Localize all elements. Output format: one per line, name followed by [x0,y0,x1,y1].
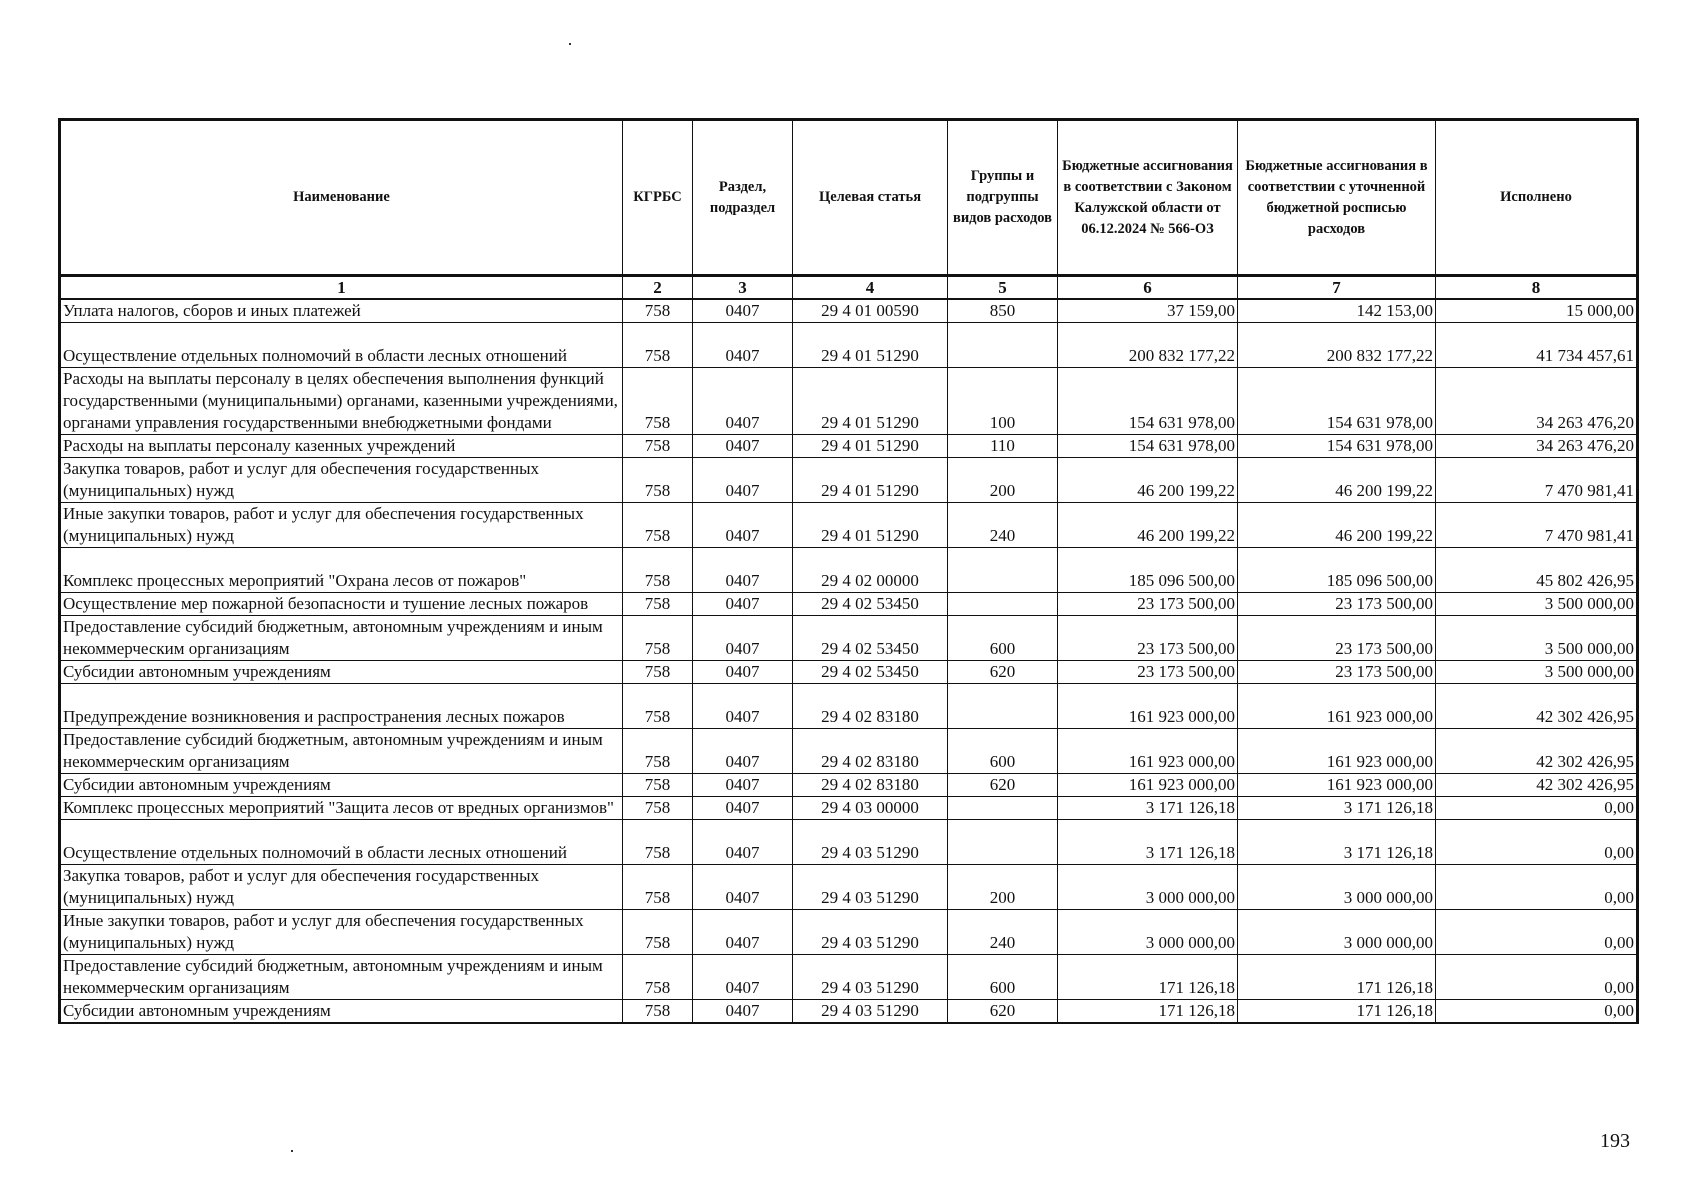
row-section: 0407 [693,774,793,797]
row-section: 0407 [693,503,793,548]
row-kgrbs: 758 [623,797,693,820]
row-name: Комплекс процессных мероприятий "Защита лесов от вредных организмов" [60,797,623,820]
table-row [60,616,1638,661]
col-header-target-article: Целевая статья [793,120,948,276]
row-kgrbs: 758 [623,616,693,661]
row-target-article: 29 4 01 51290 [793,368,948,435]
row-refined-amount: 142 153,00 [1238,299,1436,323]
row-law-amount: 171 126,18 [1058,955,1238,1000]
row-target-article: 29 4 03 51290 [793,1000,948,1024]
row-kgrbs: 758 [623,955,693,1000]
scan-speck [569,43,571,45]
col-number: 2 [623,276,693,300]
row-refined-amount: 3 000 000,00 [1238,910,1436,955]
row-refined-amount: 161 923 000,00 [1238,729,1436,774]
row-name: Предоставление субсидий бюджетным, автономным учреждениям и иным некоммерческим организациям [60,955,623,1000]
row-expense-group: 240 [948,503,1058,548]
row-executed-amount: 0,00 [1436,797,1638,820]
row-section: 0407 [693,661,793,684]
col-header-refined-appropriations: Бюджетные ассигнования в соответствии с уточненной бюджетной росписью расходов [1238,120,1436,276]
row-executed-amount: 45 802 426,95 [1436,548,1638,593]
col-header-executed: Исполнено [1436,120,1638,276]
row-refined-amount: 154 631 978,00 [1238,435,1436,458]
row-law-amount: 200 832 177,22 [1058,323,1238,368]
row-executed-amount: 0,00 [1436,865,1638,910]
row-target-article: 29 4 02 83180 [793,684,948,729]
col-number: 6 [1058,276,1238,300]
row-kgrbs: 758 [623,661,693,684]
row-executed-amount: 0,00 [1436,955,1638,1000]
header-row [60,120,1638,276]
col-header-section: Раздел, подраздел [693,120,793,276]
table-row [60,729,1638,774]
col-header-name: Наименование [60,120,623,276]
row-target-article: 29 4 01 00590 [793,299,948,323]
row-law-amount: 3 171 126,18 [1058,820,1238,865]
row-kgrbs: 758 [623,910,693,955]
row-section: 0407 [693,955,793,1000]
row-expense-group: 620 [948,774,1058,797]
row-refined-amount: 161 923 000,00 [1238,774,1436,797]
table-row [60,1000,1638,1024]
row-kgrbs: 758 [623,323,693,368]
table-row [60,299,1638,323]
row-law-amount: 161 923 000,00 [1058,774,1238,797]
col-header-expense-groups: Группы и подгруппы видов расходов [948,120,1058,276]
row-expense-group: 850 [948,299,1058,323]
row-executed-amount: 42 302 426,95 [1436,684,1638,729]
row-section: 0407 [693,820,793,865]
row-section: 0407 [693,729,793,774]
table-row [60,955,1638,1000]
row-refined-amount: 23 173 500,00 [1238,661,1436,684]
row-kgrbs: 758 [623,458,693,503]
row-name: Закупка товаров, работ и услуг для обеспечения государственных (муниципальных) нужд [60,865,623,910]
row-expense-group [948,684,1058,729]
table-row [60,797,1638,820]
row-refined-amount: 3 171 126,18 [1238,797,1436,820]
row-name: Иные закупки товаров, работ и услуг для обеспечения государственных (муниципальных) нужд [60,910,623,955]
row-section: 0407 [693,458,793,503]
row-kgrbs: 758 [623,774,693,797]
row-law-amount: 23 173 500,00 [1058,661,1238,684]
table-body [60,299,1638,1023]
col-number: 4 [793,276,948,300]
row-section: 0407 [693,323,793,368]
row-section: 0407 [693,368,793,435]
column-number-row [60,276,1638,300]
row-expense-group [948,797,1058,820]
table-row [60,684,1638,729]
row-name: Расходы на выплаты персоналу казенных учреждений [60,435,623,458]
row-expense-group: 600 [948,955,1058,1000]
row-name: Иные закупки товаров, работ и услуг для обеспечения государственных (муниципальных) нужд [60,503,623,548]
row-name: Субсидии автономным учреждениям [60,774,623,797]
row-refined-amount: 200 832 177,22 [1238,323,1436,368]
row-target-article: 29 4 03 51290 [793,910,948,955]
row-law-amount: 23 173 500,00 [1058,616,1238,661]
row-refined-amount: 171 126,18 [1238,955,1436,1000]
table-row [60,548,1638,593]
row-target-article: 29 4 02 00000 [793,548,948,593]
row-kgrbs: 758 [623,865,693,910]
row-target-article: 29 4 03 51290 [793,865,948,910]
row-executed-amount: 41 734 457,61 [1436,323,1638,368]
row-section: 0407 [693,435,793,458]
col-header-kgrbs: КГРБС [623,120,693,276]
row-target-article: 29 4 02 53450 [793,661,948,684]
row-refined-amount: 154 631 978,00 [1238,368,1436,435]
row-target-article: 29 4 03 51290 [793,955,948,1000]
row-refined-amount: 171 126,18 [1238,1000,1436,1024]
row-law-amount: 161 923 000,00 [1058,684,1238,729]
row-refined-amount: 46 200 199,22 [1238,458,1436,503]
row-name: Субсидии автономным учреждениям [60,1000,623,1024]
expenditure-table [58,118,1639,1024]
row-section: 0407 [693,299,793,323]
row-expense-group: 110 [948,435,1058,458]
row-name: Расходы на выплаты персоналу в целях обеспечения выполнения функций государственными (муниципальными) органами, казенными учреждениями, органами управления государственными внебюджетными фондами [60,368,623,435]
row-expense-group: 240 [948,910,1058,955]
row-executed-amount: 3 500 000,00 [1436,661,1638,684]
row-expense-group: 200 [948,458,1058,503]
col-number: 5 [948,276,1058,300]
row-section: 0407 [693,548,793,593]
row-expense-group [948,820,1058,865]
table-row [60,503,1638,548]
row-kgrbs: 758 [623,368,693,435]
col-number: 7 [1238,276,1436,300]
row-law-amount: 3 000 000,00 [1058,910,1238,955]
row-target-article: 29 4 01 51290 [793,435,948,458]
row-name: Предупреждение возникновения и распространения лесных пожаров [60,684,623,729]
row-target-article: 29 4 01 51290 [793,503,948,548]
row-expense-group: 600 [948,729,1058,774]
col-number: 1 [60,276,623,300]
row-target-article: 29 4 02 83180 [793,774,948,797]
row-target-article: 29 4 01 51290 [793,323,948,368]
row-kgrbs: 758 [623,435,693,458]
row-law-amount: 37 159,00 [1058,299,1238,323]
row-executed-amount: 42 302 426,95 [1436,729,1638,774]
row-name: Предоставление субсидий бюджетным, автономным учреждениям и иным некоммерческим организациям [60,616,623,661]
row-law-amount: 3 000 000,00 [1058,865,1238,910]
row-executed-amount: 34 263 476,20 [1436,435,1638,458]
row-kgrbs: 758 [623,820,693,865]
row-law-amount: 161 923 000,00 [1058,729,1238,774]
table-row [60,323,1638,368]
row-executed-amount: 0,00 [1436,910,1638,955]
row-section: 0407 [693,865,793,910]
row-name: Осуществление мер пожарной безопасности и тушение лесных пожаров [60,593,623,616]
col-number: 8 [1436,276,1638,300]
row-section: 0407 [693,616,793,661]
row-executed-amount: 7 470 981,41 [1436,503,1638,548]
row-executed-amount: 42 302 426,95 [1436,774,1638,797]
row-executed-amount: 0,00 [1436,820,1638,865]
row-name: Осуществление отдельных полномочий в области лесных отношений [60,820,623,865]
row-law-amount: 46 200 199,22 [1058,503,1238,548]
row-kgrbs: 758 [623,729,693,774]
row-expense-group: 620 [948,661,1058,684]
row-section: 0407 [693,593,793,616]
row-name: Субсидии автономным учреждениям [60,661,623,684]
row-target-article: 29 4 03 51290 [793,820,948,865]
row-executed-amount: 3 500 000,00 [1436,616,1638,661]
row-refined-amount: 3 000 000,00 [1238,865,1436,910]
row-refined-amount: 46 200 199,22 [1238,503,1436,548]
row-expense-group [948,323,1058,368]
table-row [60,435,1638,458]
row-expense-group: 620 [948,1000,1058,1024]
row-target-article: 29 4 02 83180 [793,729,948,774]
row-refined-amount: 23 173 500,00 [1238,593,1436,616]
row-expense-group: 200 [948,865,1058,910]
row-kgrbs: 758 [623,684,693,729]
table-row [60,774,1638,797]
row-name: Уплата налогов, сборов и иных платежей [60,299,623,323]
row-law-amount: 23 173 500,00 [1058,593,1238,616]
row-expense-group [948,593,1058,616]
scan-speck [291,1150,293,1152]
page-number: 193 [1600,1130,1630,1152]
row-section: 0407 [693,1000,793,1024]
row-kgrbs: 758 [623,503,693,548]
table-row [60,458,1638,503]
row-law-amount: 3 171 126,18 [1058,797,1238,820]
row-refined-amount: 23 173 500,00 [1238,616,1436,661]
row-name: Комплекс процессных мероприятий "Охрана лесов от пожаров" [60,548,623,593]
row-target-article: 29 4 01 51290 [793,458,948,503]
table-row [60,820,1638,865]
row-target-article: 29 4 02 53450 [793,593,948,616]
row-law-amount: 46 200 199,22 [1058,458,1238,503]
row-law-amount: 154 631 978,00 [1058,435,1238,458]
row-expense-group [948,548,1058,593]
row-kgrbs: 758 [623,1000,693,1024]
row-expense-group: 600 [948,616,1058,661]
row-executed-amount: 7 470 981,41 [1436,458,1638,503]
row-section: 0407 [693,684,793,729]
row-section: 0407 [693,797,793,820]
row-name: Закупка товаров, работ и услуг для обеспечения государственных (муниципальных) нужд [60,458,623,503]
table-row [60,368,1638,435]
table-row [60,661,1638,684]
row-law-amount: 154 631 978,00 [1058,368,1238,435]
row-executed-amount: 15 000,00 [1436,299,1638,323]
row-refined-amount: 3 171 126,18 [1238,820,1436,865]
row-law-amount: 185 096 500,00 [1058,548,1238,593]
table-row [60,910,1638,955]
row-name: Осуществление отдельных полномочий в области лесных отношений [60,323,623,368]
row-kgrbs: 758 [623,299,693,323]
col-header-law-appropriations: Бюджетные ассигнования в соответствии с Законом Калужской области от 06.12.2024 № 566-ОЗ [1058,120,1238,276]
row-executed-amount: 3 500 000,00 [1436,593,1638,616]
row-name: Предоставление субсидий бюджетным, автономным учреждениям и иным некоммерческим организациям [60,729,623,774]
row-target-article: 29 4 03 00000 [793,797,948,820]
row-expense-group: 100 [948,368,1058,435]
col-number: 3 [693,276,793,300]
row-target-article: 29 4 02 53450 [793,616,948,661]
table-row [60,865,1638,910]
row-refined-amount: 161 923 000,00 [1238,684,1436,729]
row-executed-amount: 0,00 [1436,1000,1638,1024]
row-kgrbs: 758 [623,593,693,616]
row-refined-amount: 185 096 500,00 [1238,548,1436,593]
row-executed-amount: 34 263 476,20 [1436,368,1638,435]
row-section: 0407 [693,910,793,955]
row-law-amount: 171 126,18 [1058,1000,1238,1024]
table-row [60,593,1638,616]
row-kgrbs: 758 [623,548,693,593]
